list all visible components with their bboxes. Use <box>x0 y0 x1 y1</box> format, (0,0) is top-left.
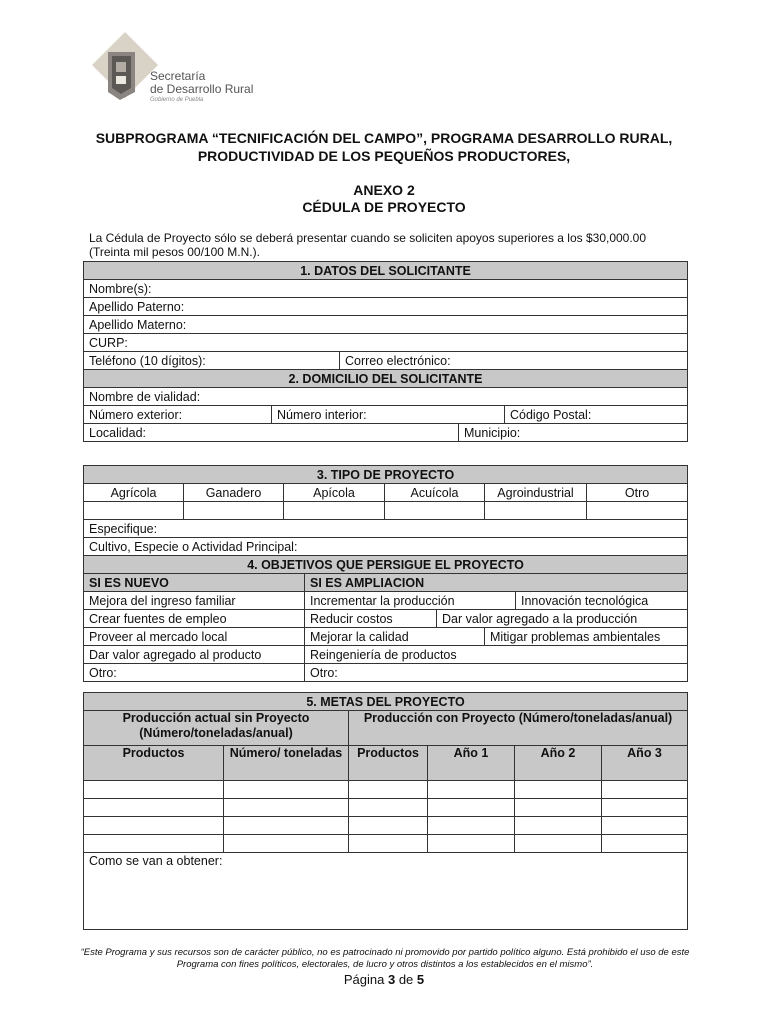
field-numero-interior[interactable]: Número interior: <box>272 406 505 424</box>
page-total: 5 <box>416 972 425 987</box>
table-row <box>84 835 688 853</box>
objective-otro-ampliacion[interactable]: Otro: <box>305 664 688 682</box>
col-numero-toneladas: Número/ toneladas <box>224 746 349 781</box>
objective-otro-nuevo[interactable]: Otro: <box>84 664 305 682</box>
table-row <box>84 799 688 817</box>
cell[interactable] <box>224 835 349 853</box>
section-4-header: 4. OBJETIVOS QUE PERSIGUE EL PROYECTO <box>84 556 688 574</box>
goals-table <box>83 692 688 930</box>
field-especifique[interactable]: Especifique: <box>84 520 688 538</box>
cell[interactable] <box>84 817 224 835</box>
col-productos-con: Productos <box>349 746 428 781</box>
objective-innovacion[interactable]: Innovación tecnológica <box>516 592 688 610</box>
objectives-expansion-header: SI ES AMPLIACION <box>305 574 688 592</box>
check-ganadero[interactable] <box>184 502 284 520</box>
objective-mercado-local[interactable]: Proveer al mercado local <box>84 628 305 646</box>
org-name-line3: Gobierno de Puebla <box>150 97 204 103</box>
check-agricola[interactable] <box>84 502 184 520</box>
applicant-table <box>83 261 688 442</box>
table-row <box>84 817 688 835</box>
field-cultivo[interactable]: Cultivo, Especie o Actividad Principal: <box>84 538 688 556</box>
field-curp[interactable]: CURP: <box>84 334 688 352</box>
org-name-line2: de Desarrollo Rural <box>150 82 254 96</box>
col-anio-3: Año 3 <box>602 746 688 781</box>
cell[interactable] <box>349 817 428 835</box>
cell[interactable] <box>428 817 515 835</box>
cell[interactable] <box>602 835 688 853</box>
objective-empleo[interactable]: Crear fuentes de empleo <box>84 610 305 628</box>
type-otro: Otro <box>587 484 688 502</box>
objective-reducir-costos[interactable]: Reducir costos <box>305 610 437 628</box>
document-title: CÉDULA DE PROYECTO <box>302 199 466 215</box>
org-name-line1: Secretaría <box>150 69 206 83</box>
program-title-line2: PRODUCTIVIDAD DE LOS PEQUEÑOS PRODUCTORES, <box>197 148 571 164</box>
cell[interactable] <box>224 817 349 835</box>
cell[interactable] <box>515 781 602 799</box>
field-nombre[interactable]: Nombre(s): <box>84 280 688 298</box>
field-correo[interactable]: Correo electrónico: <box>340 352 688 370</box>
cell[interactable] <box>349 781 428 799</box>
field-vialidad[interactable]: Nombre de vialidad: <box>84 388 688 406</box>
field-localidad[interactable]: Localidad: <box>84 424 459 442</box>
objective-ingreso[interactable]: Mejora del ingreso familiar <box>84 592 305 610</box>
page-of: de <box>398 972 414 987</box>
field-como-obtener[interactable]: Como se van a obtener: <box>84 853 688 930</box>
check-acuicola[interactable] <box>385 502 485 520</box>
cell[interactable] <box>602 817 688 835</box>
page-prefix: Página <box>343 972 385 987</box>
objective-calidad[interactable]: Mejorar la calidad <box>305 628 485 646</box>
objective-valor-producto[interactable]: Dar valor agregado al producto <box>84 646 305 664</box>
cell[interactable] <box>84 835 224 853</box>
cell[interactable] <box>515 799 602 817</box>
cell[interactable] <box>428 835 515 853</box>
page-current: 3 <box>387 972 396 987</box>
field-apellido-paterno[interactable]: Apellido Paterno: <box>84 298 688 316</box>
objective-ambientales[interactable]: Mitigar problemas ambientales <box>485 628 688 646</box>
cell[interactable] <box>224 799 349 817</box>
footer-disclaimer: “Este Programa y sus recursos son de carácter público, no es patrocinado ni promovido por partido político alguno. Está prohibido el uso de este Programa con fines políticos, electorales, de lucro y otros distintos a los establecidos en el mismo”. <box>80 947 690 970</box>
col-productos: Productos <box>84 746 224 781</box>
field-municipio[interactable]: Municipio: <box>459 424 688 442</box>
section-2-header: 2. DOMICILIO DEL SOLICITANTE <box>84 370 688 388</box>
page-number <box>0 972 768 987</box>
field-apellido-materno[interactable]: Apellido Materno: <box>84 316 688 334</box>
cell[interactable] <box>515 835 602 853</box>
check-otro[interactable] <box>587 502 688 520</box>
type-ganadero: Ganadero <box>184 484 284 502</box>
type-apicola: Apícola <box>284 484 385 502</box>
cell[interactable] <box>602 781 688 799</box>
table-row <box>84 781 688 799</box>
section-1-header: 1. DATOS DEL SOLICITANTE <box>84 262 688 280</box>
section-5-header: 5. METAS DEL PROYECTO <box>84 693 688 711</box>
col-anio-2: Año 2 <box>515 746 602 781</box>
program-title-line1: SUBPROGRAMA “TECNIFICACIÓN DEL CAMPO”, PROGRAMA DESARROLLO RURAL, <box>95 130 673 146</box>
cell[interactable] <box>349 835 428 853</box>
cell[interactable] <box>224 781 349 799</box>
cell[interactable] <box>84 781 224 799</box>
check-apicola[interactable] <box>284 502 385 520</box>
objectives-new-header: SI ES NUEVO <box>84 574 305 592</box>
check-agroindustrial[interactable] <box>485 502 587 520</box>
cell[interactable] <box>428 799 515 817</box>
field-codigo-postal[interactable]: Código Postal: <box>505 406 688 424</box>
cell[interactable] <box>349 799 428 817</box>
cell[interactable] <box>602 799 688 817</box>
section-3-header: 3. TIPO DE PROYECTO <box>84 466 688 484</box>
type-agricola: Agrícola <box>84 484 184 502</box>
cell[interactable] <box>428 781 515 799</box>
project-table <box>83 465 688 682</box>
type-acuicola: Acuícola <box>385 484 485 502</box>
production-with-header: Producción con Proyecto (Número/toneladas/anual) <box>349 711 688 746</box>
logo <box>90 30 260 110</box>
intro-text: La Cédula de Proyecto sólo se deberá presentar cuando se soliciten apoyos superiores a los $30,000.00 (Treinta mil pesos 00/100 M.N.). <box>89 231 647 259</box>
field-numero-exterior[interactable]: Número exterior: <box>84 406 272 424</box>
cell[interactable] <box>84 799 224 817</box>
type-agroindustrial: Agroindustrial <box>485 484 587 502</box>
field-telefono[interactable]: Teléfono (10 dígitos): <box>84 352 340 370</box>
cell[interactable] <box>515 817 602 835</box>
annex-label: ANEXO 2 <box>353 182 415 198</box>
objective-incrementar[interactable]: Incrementar la producción <box>305 592 516 610</box>
production-without-header: Producción actual sin Proyecto (Número/toneladas/anual) <box>84 711 349 746</box>
objective-valor-produccion[interactable]: Dar valor agregado a la producción <box>437 610 688 628</box>
col-anio-1: Año 1 <box>428 746 515 781</box>
objective-reingenieria[interactable]: Reingeniería de productos <box>305 646 688 664</box>
